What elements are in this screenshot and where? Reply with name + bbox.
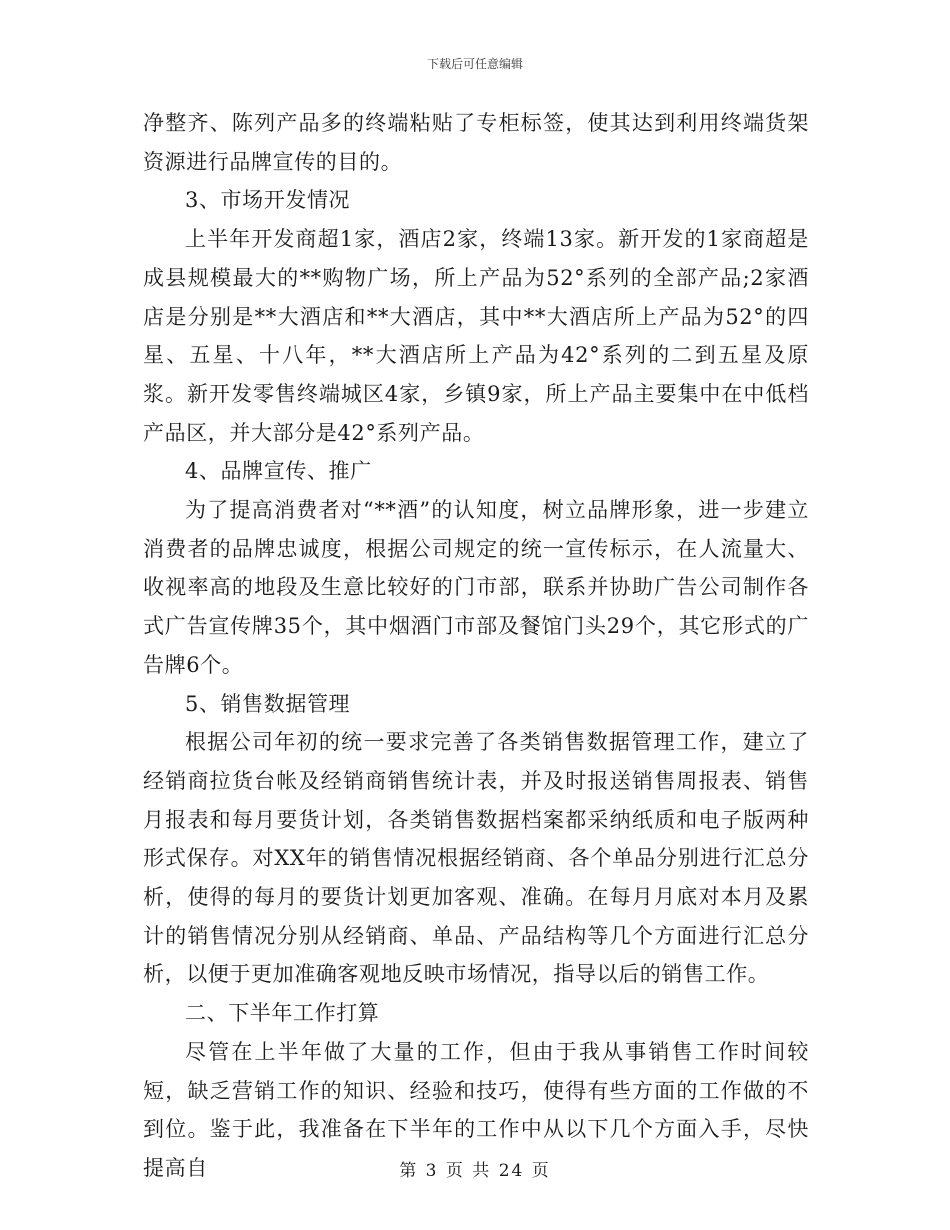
paragraph-sales-data: 根据公司年初的统一要求完善了各类销售数据管理工作，建立了经销商拉货台帐及经销商销售统计表，并及时报送销售周报表、销售月报表和每月要货计划，各类销售数据档案都采纳纸质和电子版两种形式保存。对XX年的销售情况根据经销商、各个单品分别进行汇总分析，使得的每月的要货计划更加客观、准确。在每月月底对本月及累计的销售情况分别从经销商、单品、产品结构等几个方面进行汇总分析，以便于更加准确客观地反映市场情况，指导以后的销售工作。 — [143, 730, 809, 987]
page-number-footer: 第 3 页 共 24 页 — [399, 1161, 551, 1181]
page-header: 下载后可任意编辑 — [426, 57, 523, 71]
document-body — [143, 104, 809, 1188]
section-heading-brand-promotion: 4、品牌宣传、推广 — [185, 459, 372, 484]
paragraph-continued: 净整齐、陈列产品多的终端粘贴了专柜标签，使其达到利用终端货架资源进行品牌宣传的目的。 — [143, 111, 809, 174]
section-heading-market-development: 3、市场开发情况 — [185, 188, 351, 213]
section-heading-sales-data: 5、销售数据管理 — [185, 691, 351, 716]
paragraph-brand-promotion: 为了提高消费者对“**酒”的认知度，树立品牌形象，进一步建立消费者的品牌忠诚度，根据公司规定的统一宣传标示，在人流量大、收视率高的地段及生意比较好的门市部，联系并协助广告公司制作各式广告宣传牌35个，其中烟酒门市部及餐馆门头29个，其它形式的广告牌6个。 — [143, 498, 809, 677]
paragraph-second-half-plan: 尽管在上半年做了大量的工作，但由于我从事销售工作时间较短，缺乏营销工作的知识、经验和技巧，使得有些方面的工作做的不到位。鉴于此，我准备在下半年的工作中从以下几个方面入手，尽快提高自 — [143, 1039, 809, 1180]
paragraph-market-development: 上半年开发商超1家，酒店2家，终端13家。新开发的1家商超是成县规模最大的**购物广场，所上产品为52°系列的全部产品;2家酒店是分别是**大酒店和**大酒店，其中**大酒店所上产品为52°的四星、五星、十八年，**大酒店所上产品为42°系列的二到五星及原浆。新开发零售终端城区4家，乡镇9家，所上产品主要集中在中低档产品区，并大部分是42°系列产品。 — [143, 227, 809, 445]
section-heading-second-half-plan: 二、下半年工作打算 — [185, 1001, 380, 1026]
